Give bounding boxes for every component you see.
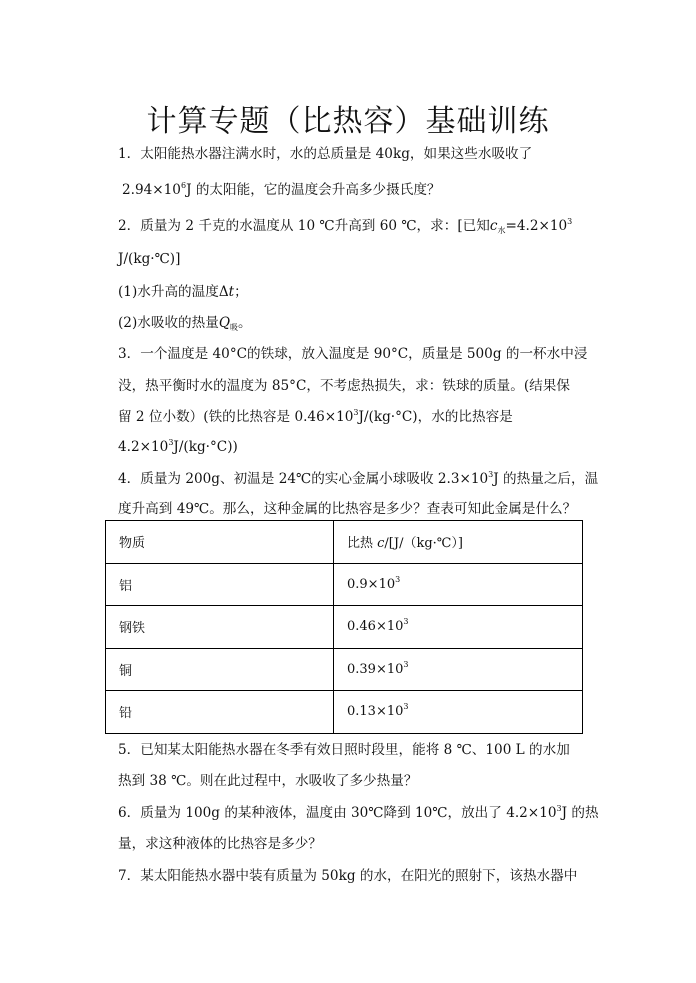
q4-line1: 4．质量为 200g、初温是 24℃的实心金属小球吸收 $2.3\times 10^3J$ 的热量之后，温 bbox=[118, 470, 599, 487]
q1-line1: 1．太阳能热水器注满水时，水的总质量是 40kg，如果这些水吸收了 bbox=[118, 146, 533, 162]
table-header-row bbox=[106, 521, 583, 564]
q2-sub1: (1)水升高的温度Δt； bbox=[118, 284, 248, 300]
q1-line2: $2.94\times 10^6J$ 的太阳能，它的温度会升高多少摄氏度？ bbox=[122, 181, 441, 198]
value-cell: $0.39\times 10^3$ bbox=[334, 648, 583, 691]
table-row bbox=[106, 606, 583, 649]
q5-line1: 5．已知某太阳能热水器在冬季有效日照时段里，能将 8 ℃、100 L 的水加 bbox=[118, 742, 570, 758]
header-substance: 物质 bbox=[106, 521, 334, 564]
q5-line2: 热到 38 ℃。则在此过程中，水吸收了多少热量？ bbox=[118, 773, 418, 789]
q3-line1: 3．一个温度是 40°C的铁球，放入温度是 90°C，质量是 500g 的一杯水中浸 bbox=[118, 346, 588, 362]
q7-line1: 7．某太阳能热水器中装有质量为 50kg 的水，在阳光的照射下，该热水器中 bbox=[118, 868, 578, 884]
page-title: 计算专题（比热容）基础训练 bbox=[146, 104, 550, 139]
table-row bbox=[106, 691, 583, 734]
value-cell: $0.46\times 10^3$ bbox=[334, 606, 583, 649]
table-row bbox=[106, 563, 583, 606]
q3-line4: $4.2\times 10^3J/(kg\cdot^\circ C)$) bbox=[118, 438, 238, 455]
value-cell: $0.9\times 10^3$ bbox=[334, 563, 583, 606]
q3-line3: 留 2 位小数）(铁的比热容是 $0.46\times 10^3J/(kg\cdot^\circ C)$，水的比热容是 bbox=[118, 408, 513, 425]
q6-line2: 量，求这种液体的比热容是多少？ bbox=[118, 836, 322, 852]
q2-line1: 2．质量为 2 千克的水温度从 10 ℃升高到 60 ℃，求：[已知$c_水=4.2\times 10^3$ bbox=[118, 217, 573, 235]
q6-line1: 6．质量为 100g 的某种液体，温度由 30℃降到 10℃，放出了 $4.2\times 10^3J$ 的热 bbox=[118, 804, 599, 821]
value-cell: $0.13\times 10^3$ bbox=[334, 691, 583, 734]
q2-sub2: (2)水吸收的热量$Q_吸$。 bbox=[118, 315, 252, 332]
substance-cell: 铅 bbox=[106, 691, 334, 734]
substance-cell: 铜 bbox=[106, 648, 334, 691]
q2-line2: J/(kg·℃)] bbox=[118, 251, 181, 267]
q3-line2: 没，热平衡时水的温度为 85°C，不考虑热损失，求：铁球的质量。(结果保 bbox=[118, 378, 570, 394]
specific-heat-table bbox=[105, 520, 583, 734]
q4-line2: 度升高到 49℃。那么，这种金属的比热容是多少？查表可知此金属是什么？ bbox=[118, 501, 577, 517]
substance-cell: 铝 bbox=[106, 563, 334, 606]
header-specific-heat: 比热 c/[J/（kg·℃）] bbox=[334, 521, 583, 564]
substance-cell: 钢铁 bbox=[106, 606, 334, 649]
table-row bbox=[106, 648, 583, 691]
